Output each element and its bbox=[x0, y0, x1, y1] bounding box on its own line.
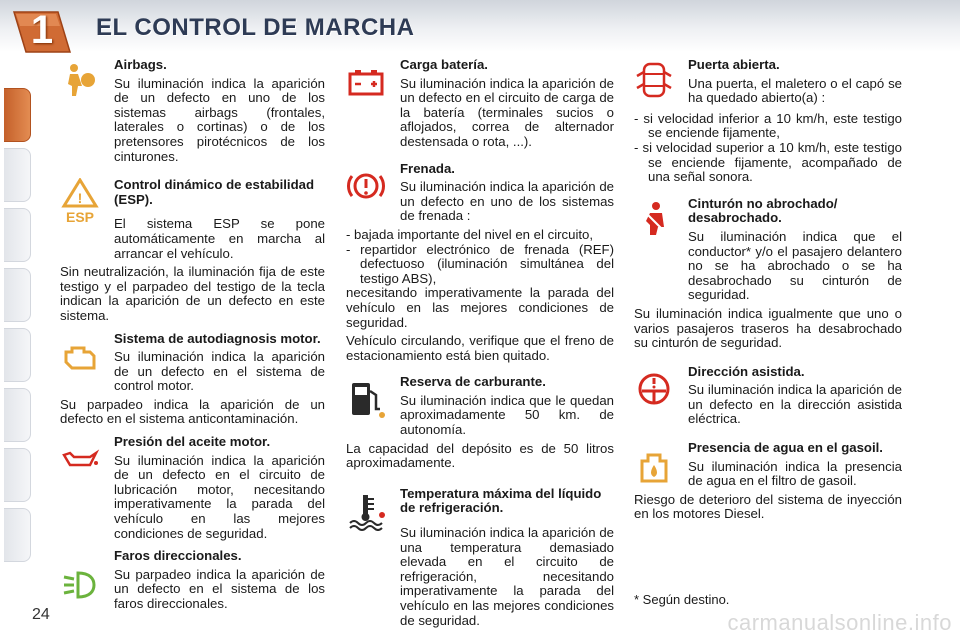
column-1 bbox=[60, 58, 325, 616]
fuel-title: Reserva de carburante. bbox=[400, 374, 546, 390]
water-in-diesel-text: Su iluminación indica la presencia de agua en el filtro de gasoil. bbox=[688, 458, 902, 489]
watermark: carmanualsonline.info bbox=[727, 610, 952, 635]
steering-icon bbox=[634, 369, 674, 409]
esp-icon-label: ESP bbox=[65, 209, 95, 226]
side-tab-2[interactable] bbox=[4, 148, 31, 202]
autodiag-section bbox=[60, 332, 325, 428]
chapter-side-tabs bbox=[0, 58, 34, 578]
esp-text-2: Sin neutralización, la iluminación fija de este testigo y el parpadeo del testigo de la tecla indican la aparición de un defecto en este sistema. bbox=[60, 264, 325, 323]
brakes-text: Su iluminación indica la aparición de un defecto en uno de los sistemas de frenada : bbox=[400, 179, 614, 224]
temperature-text: Su iluminación indica la aparición de una temperatura demasiado elevada en el circuito de refrigeración, necesitando imperativamente la parada del vehículo en las mejores condiciones de seguridad. bbox=[400, 525, 614, 628]
oil-title: Presión del aceite motor. bbox=[114, 434, 271, 450]
lights-text: Su parpadeo indica la aparición de un defecto en el sistema de los faros direccionales. bbox=[114, 566, 325, 611]
oil-text: Su iluminación indica la aparición de un defecto en el circuito de lubricación motor, necesitando imperativamente la parada del vehículo en las mejores condiciones de seguridad. bbox=[114, 452, 325, 541]
column-2 bbox=[346, 58, 614, 632]
door-dash-1: - si velocidad inferior a 10 km/h, este testigo se enciende fijamente, bbox=[634, 110, 902, 141]
battery-text: Su iluminación indica la aparición de un defecto en el circuito de carga de la batería (terminales sucios o aflojados, correa de alternador destensada o rota, ...). bbox=[400, 75, 614, 149]
coolant-temperature-icon bbox=[346, 491, 386, 531]
water-in-diesel-text-2: Riesgo de deterioro del sistema de inyección en los motores Diesel. bbox=[634, 491, 902, 522]
brakes-dash-2: - repartidor electrónico de frenada (REF) defectuoso (iluminación simultánea del testigo ABS), bbox=[346, 241, 614, 286]
battery-title: Carga batería. bbox=[400, 57, 488, 72]
brakes-text-3: Vehículo circulando, verifique que el freno de estacionamiento está bien quitado. bbox=[346, 333, 614, 363]
side-tab-1[interactable] bbox=[4, 88, 31, 142]
door-text: Una puerta, el maletero o el capó se ha quedado abierto(a) : bbox=[688, 75, 902, 106]
steering-section bbox=[634, 365, 902, 427]
page-title: EL CONTROL DE MARCHA bbox=[96, 14, 415, 41]
seatbelt-title: Cinturón no abrochado/ desabrochado. bbox=[688, 195, 838, 226]
brakes-text-2: necesitando imperativamente la parada del vehículo en las mejores condiciones de seguridad. bbox=[346, 285, 614, 330]
seatbelt-section bbox=[634, 197, 902, 351]
brakes-title: Frenada. bbox=[400, 160, 455, 176]
autodiag-text: Su iluminación indica la aparición de un defecto en el sistema de control motor. bbox=[114, 349, 325, 394]
seatbelt-icon bbox=[634, 199, 674, 239]
side-tab-4[interactable] bbox=[4, 268, 31, 322]
page-number: 24 bbox=[32, 606, 50, 623]
esp-section bbox=[60, 178, 325, 323]
battery-icon bbox=[346, 62, 386, 102]
door-dash-2: - si velocidad superior a 10 km/h, este testigo se enciende fijamente, acompañado de una señal sonora. bbox=[634, 139, 902, 185]
water-in-diesel-section bbox=[634, 441, 902, 522]
esp-title: Control dinámico de estabilidad (ESP). bbox=[114, 177, 315, 207]
steering-text: Su iluminación indica la aparición de un defecto en la dirección asistida eléctrica. bbox=[688, 382, 902, 427]
footnote: * Según destino. bbox=[634, 592, 730, 607]
side-tab-6[interactable] bbox=[4, 388, 31, 442]
door-section bbox=[634, 58, 902, 185]
door-title: Puerta abierta. bbox=[688, 57, 780, 72]
autodiag-title: Sistema de autodiagnosis motor. bbox=[114, 330, 321, 346]
side-tab-3[interactable] bbox=[4, 208, 31, 262]
fuel-text-2: La capacidad del depósito es de 50 litros aproximadamente. bbox=[346, 440, 614, 471]
battery-section bbox=[346, 58, 614, 150]
airbags-section bbox=[60, 58, 325, 164]
door-open-icon bbox=[634, 60, 674, 100]
fuel-pump-icon bbox=[346, 377, 386, 421]
airbags-text: Su iluminación indica la aparición de un defecto en uno de los sistemas airbags (frontales, laterales o cortinas) o de los pretensores pirotécnicos de los cinturones. bbox=[114, 75, 325, 164]
lights-section bbox=[60, 549, 325, 611]
side-tab-8[interactable] bbox=[4, 508, 31, 562]
fuel-text: Su iluminación indica que le quedan aproximadamente 50 km. de autonomía. bbox=[400, 392, 614, 438]
seatbelt-text: Su iluminación indica que el conductor* y/o el pasajero delantero no se ha abrochado o se ha desabrochado su cinturón de seguridad. bbox=[688, 228, 902, 303]
brakes-dash-1: - bajada importante del nivel en el circuito, bbox=[346, 226, 594, 242]
chapter-number: 1 bbox=[30, 8, 54, 52]
airbag-icon bbox=[60, 60, 100, 100]
brakes-section bbox=[346, 162, 614, 364]
seatbelt-text-2: Su iluminación indica igualmente que uno o varios pasajeros traseros ha desabrochado su cinturón de seguridad. bbox=[634, 305, 902, 351]
engine-icon bbox=[60, 338, 100, 378]
oil-section bbox=[60, 435, 325, 541]
svg-text:!: ! bbox=[77, 190, 83, 207]
temperature-section bbox=[346, 487, 614, 628]
autodiag-text-2: Su parpadeo indica la aparición de un defecto en el sistema anticontaminación. bbox=[60, 396, 325, 427]
side-tab-5[interactable] bbox=[4, 328, 31, 382]
airbags-title: Airbags. bbox=[114, 57, 167, 72]
water-in-diesel-title: Presencia de agua en el gasoil. bbox=[688, 440, 883, 456]
side-tab-7[interactable] bbox=[4, 448, 31, 502]
temperature-title: Temperatura máxima del líquido de refrigeración. bbox=[400, 485, 602, 516]
esp-warning-icon bbox=[60, 178, 100, 226]
page-header bbox=[0, 0, 960, 52]
steering-title: Dirección asistida. bbox=[688, 363, 805, 379]
headlight-icon bbox=[60, 565, 100, 605]
esp-text: El sistema ESP se pone automáticamente en marcha al arrancar el vehículo. bbox=[114, 216, 325, 261]
water-in-diesel-icon bbox=[634, 447, 674, 487]
brake-warning-icon bbox=[346, 166, 386, 206]
lights-title: Faros direccionales. bbox=[114, 548, 242, 564]
oil-pressure-icon bbox=[60, 439, 100, 479]
fuel-section bbox=[346, 375, 614, 471]
column-3 bbox=[634, 58, 902, 526]
